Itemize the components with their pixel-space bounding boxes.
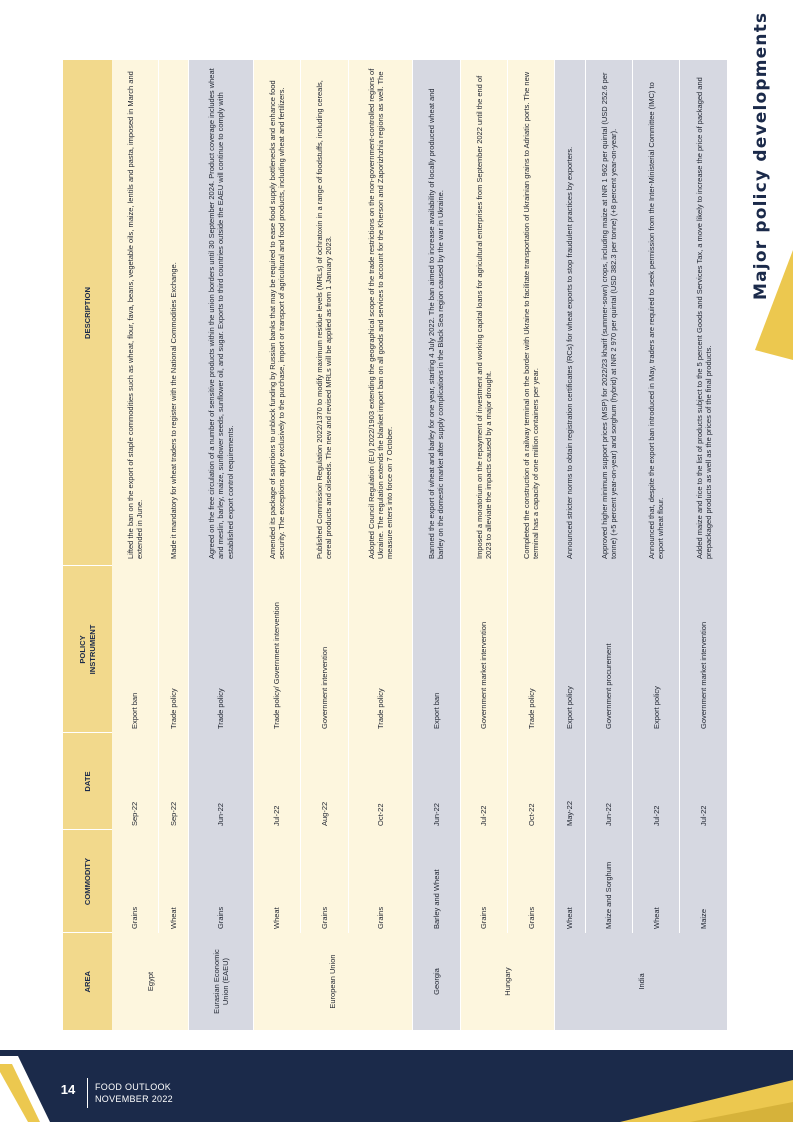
instrument-cell: Export policy xyxy=(633,566,680,733)
description-cell: Made it mandatory for wheat traders to register with the National Commodities Exchange. xyxy=(158,60,188,566)
date-cell: Oct-22 xyxy=(507,733,554,830)
commodity-cell: Grains xyxy=(460,830,507,933)
instrument-cell: Government market intervention xyxy=(460,566,507,733)
instrument-cell: Trade policy xyxy=(158,566,188,733)
header-date: DATE xyxy=(63,733,112,830)
table-row xyxy=(158,60,188,1030)
description-cell: Added maize and rice to the list of products subject to the 5 percent Goods and Services Tax, a move likely to increase the price of packaged and prepackaged products as well as the prices of the final products. xyxy=(680,60,728,566)
description-cell: Banned the export of wheat and barley for one year, starting 4 July 2022. The ban aimed to increase availability of locally produced wheat and barley on the domestic market after supply complications in the Black Sea region caused by the war in Ukraine. xyxy=(413,60,460,566)
header-description: DESCRIPTION xyxy=(63,60,112,566)
page-number: 14 xyxy=(60,1082,76,1097)
table-row xyxy=(348,60,413,1030)
instrument-cell: Government intervention xyxy=(301,566,348,733)
table-row xyxy=(555,60,585,1030)
date-cell: May-22 xyxy=(555,733,585,830)
description-cell: Approved higher minimum support prices (MSP) for 2022/23 kharif (summer-sown) crops, including maize at INR 1 962 per quintal (USD 252.6 per tonne) (+5 percent year-on-year) and sorghum (hybrid) at INR 2 970 per quintal (USD 382.3 per tonne) (+8 percent year-on-year). xyxy=(585,60,632,566)
header-instrument-line1: POLICY xyxy=(78,635,88,664)
instrument-cell: Trade policy xyxy=(507,566,554,733)
date-cell: Jul-22 xyxy=(633,733,680,830)
commodity-cell: Grains xyxy=(112,830,158,933)
policy-table-container xyxy=(63,60,728,1030)
commodity-cell: Grains xyxy=(507,830,554,933)
publication-date: NOVEMBER 2022 xyxy=(95,1094,173,1104)
description-cell: Agreed on the free circulation of a number of sensitive products within the union borders until 30 September 2024. Product coverage includes wheat and meslin, barley, maize, sunflower seeds, sunflower oil, and sugar. Exports to third countries outside the EAEU will continue to comply with established export control requirements. xyxy=(189,60,254,566)
instrument-cell: Government procurement xyxy=(585,566,632,733)
date-cell: Jun-22 xyxy=(585,733,632,830)
date-cell: Jun-22 xyxy=(413,733,460,830)
date-cell: Sep-22 xyxy=(158,733,188,830)
instrument-cell: Export ban xyxy=(112,566,158,733)
commodity-cell: Grains xyxy=(348,830,413,933)
commodity-cell: Wheat xyxy=(633,830,680,933)
area-cell: Eurasian Economic Union (EAEU) xyxy=(189,933,254,1030)
table-row xyxy=(585,60,632,1030)
date-cell: Oct-22 xyxy=(348,733,413,830)
instrument-cell: Export ban xyxy=(413,566,460,733)
commodity-cell: Wheat xyxy=(158,830,188,933)
table-row xyxy=(112,60,158,1030)
table-header-row xyxy=(63,60,112,1030)
instrument-cell: Trade policy xyxy=(348,566,413,733)
instrument-cell: Government market intervention xyxy=(680,566,728,733)
commodity-cell: Wheat xyxy=(253,830,300,933)
date-cell: Aug-22 xyxy=(301,733,348,830)
commodity-cell: Barley and Wheat xyxy=(413,830,460,933)
description-cell: Amended its package of sanctions to unblock funding by Russian banks that may be required to ease food supply bottlenecks and enhance food security. The exceptions apply exclusively to the purchase, import or transport of agricultural and food products, including wheat and fertilizers. xyxy=(253,60,300,566)
date-cell: Jul-22 xyxy=(253,733,300,830)
date-cell: Jul-22 xyxy=(680,733,728,830)
footer-divider xyxy=(87,1078,88,1108)
policy-table xyxy=(63,60,728,1031)
description-cell: Lifted the ban on the export of staple commodities such as wheat, flour, fava, beans, vegetable oils, maize, lentils and pasta, imposed in March and extended in June. xyxy=(112,60,158,566)
table-row xyxy=(680,60,728,1030)
section-title: Major policy developments xyxy=(751,11,771,300)
section-title-tab xyxy=(745,0,793,360)
date-cell: Sep-22 xyxy=(112,733,158,830)
description-cell: Imposed a moratorium on the repayment of investment and working capital loans for agricultural enterprises from September 2022 until the end of 2023 to alleviate the impacts caused by a major drought. xyxy=(460,60,507,566)
table-row xyxy=(413,60,460,1030)
instrument-cell: Trade policy/ Government intervention xyxy=(253,566,300,733)
table-row xyxy=(507,60,554,1030)
table-row xyxy=(633,60,680,1030)
commodity-cell: Maize and Sorghum xyxy=(585,830,632,933)
area-cell: Hungary xyxy=(460,933,555,1030)
commodity-cell: Wheat xyxy=(555,830,585,933)
table-row xyxy=(253,60,300,1030)
table-row xyxy=(301,60,348,1030)
description-cell: Announced that, despite the export ban introduced in May, traders are required to seek permission from the Inter-Ministerial Committee (IMC) to export wheat flour. xyxy=(633,60,680,566)
header-instrument-line2: INSTRUMENT xyxy=(87,624,97,675)
commodity-cell: Grains xyxy=(189,830,254,933)
table-row xyxy=(460,60,507,1030)
commodity-cell: Grains xyxy=(301,830,348,933)
header-area: AREA xyxy=(63,933,112,1030)
instrument-cell: Export policy xyxy=(555,566,585,733)
table-row xyxy=(189,60,254,1030)
header-commodity: COMMODITY xyxy=(63,830,112,933)
description-cell: Published Commission Regulation 2022/1370 to modify maximum residue levels (MRLs) of ochratoxin in a range of foodstuffs, including cereals, cereal products and oilseeds. The new and revised MRLs will be applied as from 1 January 2023. xyxy=(301,60,348,566)
date-cell: Jun-22 xyxy=(189,733,254,830)
area-cell: European Union xyxy=(253,933,412,1030)
area-cell: Egypt xyxy=(112,933,189,1030)
header-policy-instrument xyxy=(63,566,112,733)
description-cell: Announced stricter norms to obtain registration certificates (RCs) for wheat exports to stop fraudulent practices by exporters. xyxy=(555,60,585,566)
commodity-cell: Maize xyxy=(680,830,728,933)
area-cell: Georgia xyxy=(413,933,460,1030)
date-cell: Jul-22 xyxy=(460,733,507,830)
instrument-cell: Trade policy xyxy=(189,566,254,733)
area-cell: India xyxy=(555,933,728,1030)
description-cell: Completed the construction of a railway terminal on the border with Ukraine to facilitate transportation of Ukrainian grains to Adriatic ports. The new terminal has a capacity of one million containers per year. xyxy=(507,60,554,566)
publication-title: FOOD OUTLOOK xyxy=(95,1082,172,1092)
description-cell: Adopted Council Regulation (EU) 2022/1903 extending the geographical scope of the trade restrictions on the non-government-controlled regions of Ukraine. The regulation extends the blanket import ban on all goods and services to account for the Kherson and Zaporizhzhia regions as well. The measure enters into force on 7 October. xyxy=(348,60,413,566)
